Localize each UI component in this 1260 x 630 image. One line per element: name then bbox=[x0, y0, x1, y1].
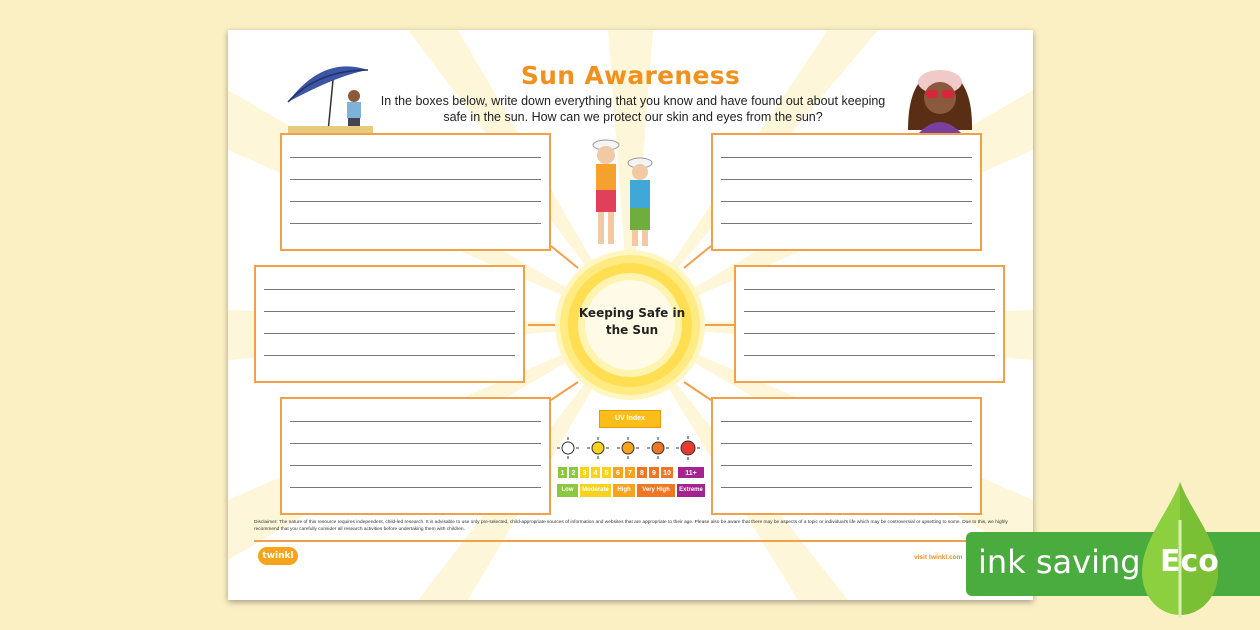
writing-box-bottom-left[interactable] bbox=[280, 397, 551, 515]
uv-index-label: UV Index bbox=[599, 410, 661, 428]
writing-box-bottom-right[interactable] bbox=[711, 397, 982, 515]
worksheet-title: Sun Awareness bbox=[520, 61, 741, 90]
writing-line bbox=[290, 465, 541, 466]
footer-divider bbox=[254, 540, 1009, 542]
writing-line bbox=[744, 311, 995, 312]
writing-line bbox=[721, 443, 972, 444]
writing-line bbox=[721, 223, 972, 224]
writing-line bbox=[721, 201, 972, 202]
writing-line bbox=[721, 179, 972, 180]
writing-box-top-left[interactable] bbox=[280, 133, 551, 251]
uv-number-6: 6 bbox=[612, 466, 624, 479]
twinkl-logo[interactable]: twinkl bbox=[258, 547, 298, 565]
writing-line bbox=[290, 443, 541, 444]
writing-box-top-right[interactable] bbox=[711, 133, 982, 251]
writing-line bbox=[744, 289, 995, 290]
worksheet-page bbox=[228, 30, 1033, 600]
uv-number-2: 2 bbox=[568, 466, 579, 479]
writing-box-middle-right[interactable] bbox=[734, 265, 1005, 383]
uv-number-4: 4 bbox=[590, 466, 601, 479]
writing-line bbox=[721, 421, 972, 422]
uv-category-high: High bbox=[613, 484, 635, 497]
uv-sun-icons bbox=[557, 436, 700, 460]
worksheet-instructions: In the boxes below, write down everything that you know and have found out about keeping safe in the sun. How can we protect our skin and eyes from the sun? bbox=[380, 94, 886, 124]
writing-line bbox=[290, 421, 541, 422]
writing-line bbox=[290, 223, 541, 224]
uv-category-moderate: Moderate bbox=[580, 484, 611, 497]
writing-line bbox=[721, 487, 972, 488]
visit-link[interactable]: visit twinkl.com bbox=[914, 554, 963, 561]
eco-label: Eco bbox=[1160, 544, 1219, 579]
uv-number-8: 8 bbox=[636, 466, 648, 479]
writing-line bbox=[264, 289, 515, 290]
uv-number-10: 10 bbox=[660, 466, 674, 479]
writing-line bbox=[721, 157, 972, 158]
writing-line bbox=[721, 465, 972, 466]
writing-line bbox=[290, 201, 541, 202]
uv-number-9: 9 bbox=[648, 466, 660, 479]
uv-number-5: 5 bbox=[601, 466, 612, 479]
uv-number-1: 1 bbox=[557, 466, 568, 479]
uv-category-low: Low bbox=[557, 484, 578, 497]
uv-category-extreme: Extreme bbox=[677, 484, 705, 497]
writing-line bbox=[264, 333, 515, 334]
uv-number-3: 3 bbox=[579, 466, 590, 479]
disclaimer-text: Disclaimer: The nature of this resource requires independent, child-led research. It is advisable to use only pre-selected, child-appropriate sources of information and websites that are appropriate to their age. Please also be aware that there may be aspects of a topic or individual's life which may be controversial or upsetting to some. Due to this, we highly recommend that you carefully consider all research activities before undertaking them with children. bbox=[254, 520, 1008, 532]
writing-line bbox=[744, 355, 995, 356]
center-sun-label: Keeping Safe in the Sun bbox=[578, 306, 686, 337]
writing-line bbox=[290, 157, 541, 158]
writing-line bbox=[290, 179, 541, 180]
writing-line bbox=[744, 333, 995, 334]
uv-number-7: 7 bbox=[624, 466, 636, 479]
writing-box-middle-left[interactable] bbox=[254, 265, 525, 383]
writing-line bbox=[290, 487, 541, 488]
ink-saving-label: ink saving bbox=[978, 543, 1141, 581]
writing-line bbox=[264, 311, 515, 312]
uv-category-very-high: Very High bbox=[637, 484, 675, 497]
writing-line bbox=[264, 355, 515, 356]
uv-number-11-plus: 11+ bbox=[677, 466, 705, 479]
